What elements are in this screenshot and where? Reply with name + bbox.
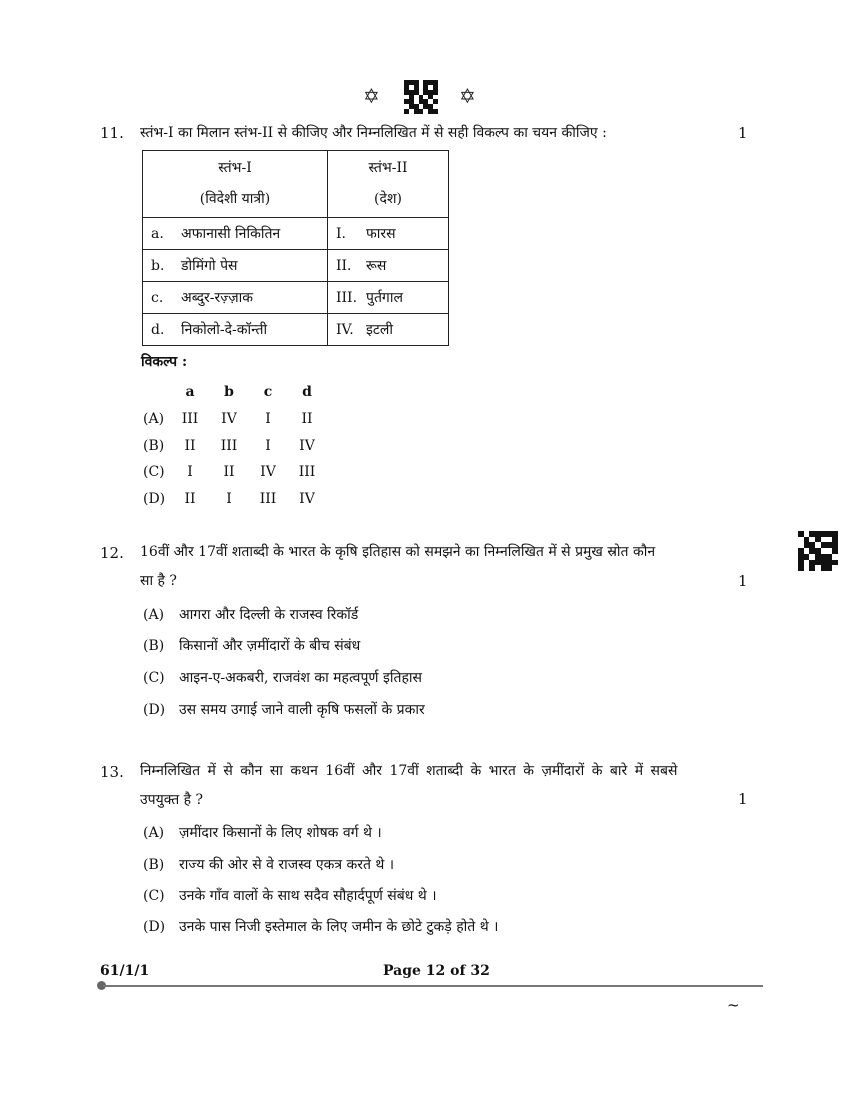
- question-number: 13.: [100, 763, 124, 781]
- question-text: स्तंभ-I का मिलान स्तंभ-II से कीजिए और निम्नलिखित में से सही विकल्प का चयन कीजिए :: [140, 125, 607, 141]
- question-number: 11.: [100, 124, 124, 142]
- qr-code-header: [404, 80, 438, 114]
- option-a[interactable]: (A) ज़मींदार किसानों के लिए शोषक वर्ग थे ।: [143, 825, 382, 841]
- option-c[interactable]: (C) उनके गाँव वालों के साथ सदैव सौहार्दपूर्ण संबंध थे ।: [143, 888, 437, 904]
- footer-rule: [103, 985, 763, 987]
- option-b[interactable]: (B) राज्य की ओर से वे राजस्व एकत्र करते थे ।: [143, 857, 395, 873]
- question-text-line1: निम्नलिखित में से कौन सा कथन 16वीं और 17वीं शताब्दी के भारत के ज़मींदारों के बारे में सबसे: [140, 763, 678, 779]
- table-row: d. निकोलो-दे-कॉन्ती IV. इटली: [143, 314, 449, 346]
- table-row: b. डोमिंगो पेस II. रूस: [143, 250, 449, 282]
- star-symbol-right: ✡: [459, 84, 476, 108]
- question-text-line2: उपयुक्त है ?: [140, 792, 204, 808]
- option-c[interactable]: (C) आइन-ए-अकबरी, राजवंश का महत्वपूर्ण इतिहास: [143, 670, 422, 686]
- question-marks: 1: [738, 790, 748, 808]
- question-marks: 1: [738, 572, 748, 590]
- column1-header: स्तंभ-I (विदेशी यात्री): [143, 151, 328, 218]
- match-table: [142, 150, 449, 346]
- option-d[interactable]: (D) उनके पास निजी इस्तेमाल के लिए जमीन के छोटे टुकड़े होते थे ।: [143, 919, 499, 935]
- star-symbol-left: ✡: [363, 84, 380, 108]
- question-text-line1: 16वीं और 17वीं शताब्दी के भारत के कृषि इतिहास को समझने का निम्नलिखित में से प्रमुख स्रोत कौन: [140, 544, 656, 560]
- page-number: Page 12 of 32: [383, 963, 490, 979]
- paper-code: 61/1/1: [100, 963, 150, 979]
- table-row: c. अब्दुर-रज़्ज़ाक III. पुर्तगाल: [143, 282, 449, 314]
- column2-header: स्तंभ-II (देश): [328, 151, 449, 218]
- table-row: a. अफानासी निकितिन I. फारस: [143, 218, 449, 250]
- tilde-mark: ~: [727, 996, 740, 1014]
- qr-code-side: [798, 531, 838, 571]
- question-number: 12.: [100, 544, 124, 562]
- question-marks: 1: [738, 124, 748, 142]
- option-b[interactable]: (B) किसानों और ज़मींदारों के बीच संबंध: [143, 638, 361, 654]
- option-d[interactable]: (D) उस समय उगाई जाने वाली कृषि फसलों के प्रकार: [143, 702, 425, 718]
- question-text-line2: सा है ?: [140, 573, 177, 589]
- options-label: विकल्प :: [141, 354, 188, 370]
- option-a[interactable]: (A) आगरा और दिल्ली के राजस्व रिकॉर्ड: [143, 607, 359, 623]
